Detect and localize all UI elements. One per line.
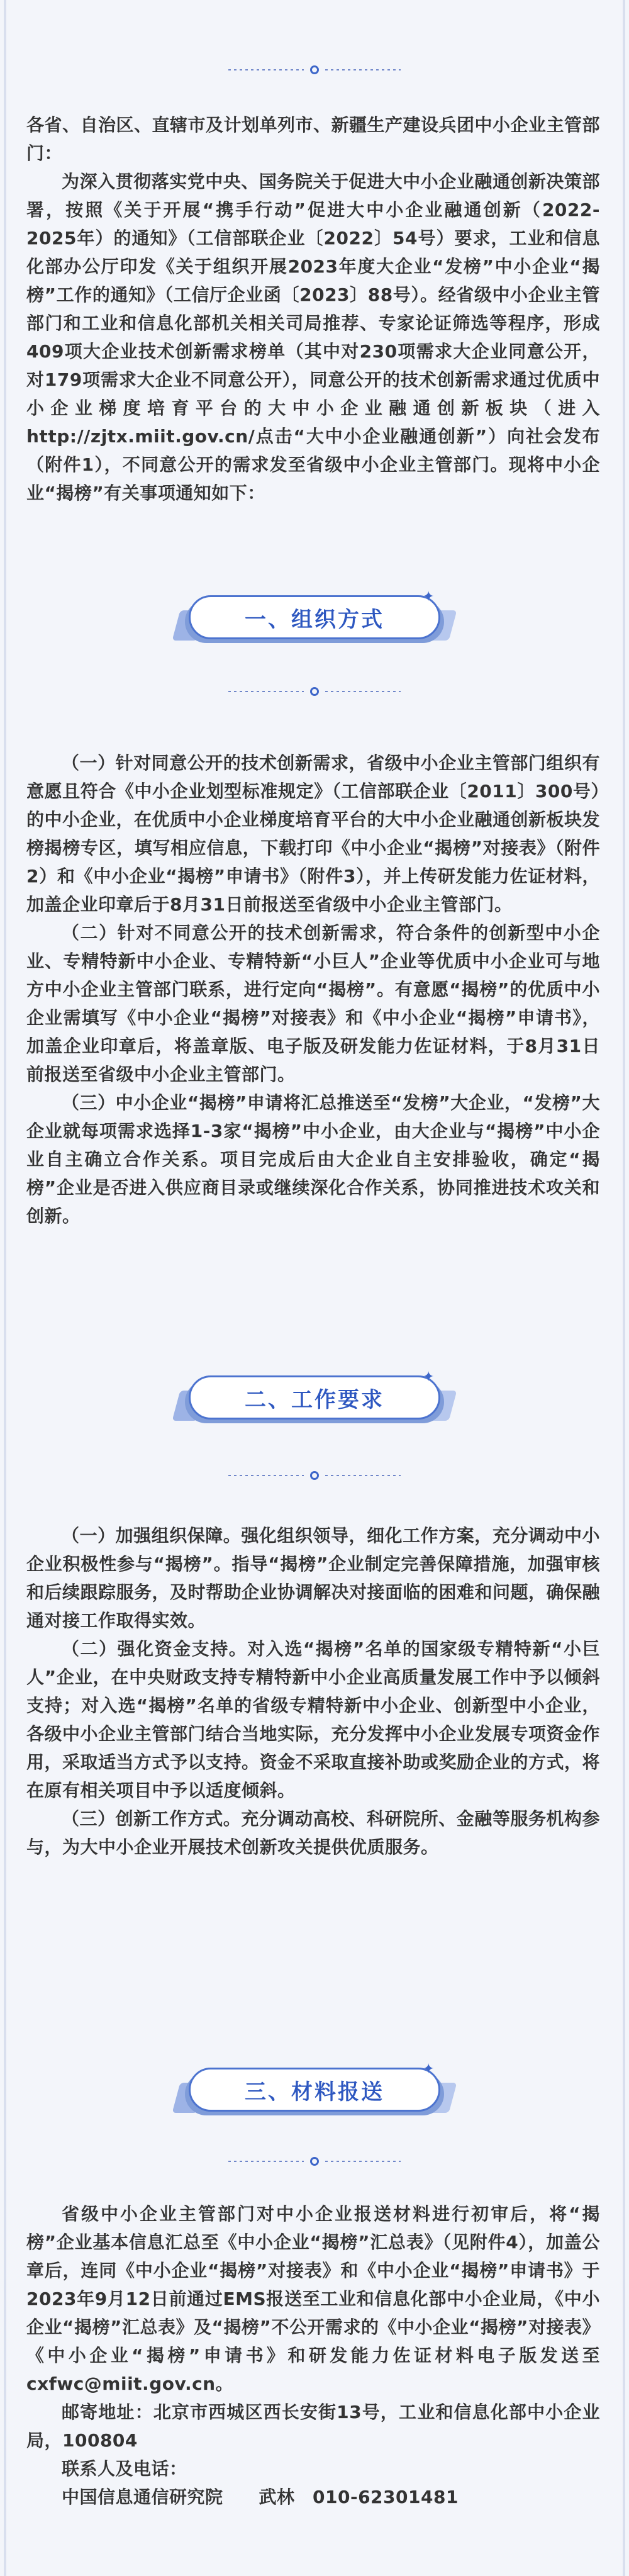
section-2-body — [26, 1521, 600, 1861]
sparkle-icon: ✦ — [423, 589, 435, 605]
right-border — [623, 0, 625, 2576]
sparkle-icon: ✦ — [423, 1369, 435, 1385]
intro-paragraph: 为深入贯彻落实党中央、国务院关于促进大中小企业融通创新决策部署，按照《关于开展“携手行动”促进大中小企业融通创新（2022-2025年）的通知》（工信部联企业〔2022〕54号）要求，工业和信息化部办公厅印发《关于组织开展2023年度大企业“发榜”中小企业“揭榜”工作的通知》（工信厅企业函〔2023〕88号）。经省级中小企业主管部门和工业和信息化部机关相关司局推荐、专家论证筛选等程序，形成409项大企业技术创新需求榜单（其中对230项需求大企业同意公开，对179项需求大企业不同意公开），同意公开的技术创新需求通过优质中小企业梯度培育平台的大中小企业融通创新板块（进入http://zjtx.miit.gov.cn/点击“大中小企业融通创新”）向社会发布（附件1），不同意公开的需求发至省级中小企业主管部门。现将中小企业“揭榜”有关事项通知如下： — [26, 171, 600, 503]
section-1-paragraph-3: （三）中小企业“揭榜”申请将汇总推送至“发榜”大企业，“发榜”大企业就每项需求选择1-3家“揭榜”中小企业，由大企业与“揭榜”中小企业自主确立合作关系。项目完成后由大企业自主安排验收，确定“揭榜”企业是否进入供应商目录或继续深化合作关系，协同推进技术攻关和创新。 — [26, 1092, 600, 1226]
section-banner-3 — [176, 2061, 453, 2124]
ring-icon — [310, 2157, 319, 2166]
mailing-address: 邮寄地址：北京市西城区西长安街13号，工业和信息化部中小企业局，100804 — [26, 2402, 600, 2451]
section-title-1: 一、组织方式 — [189, 595, 440, 639]
section-banner-2 — [176, 1369, 453, 1432]
ring-icon — [310, 65, 319, 74]
section-2-paragraph-1: （一）加强组织保障。强化组织领导，细化工作方案，充分调动中小企业积极性参与“揭榜”。指导“揭榜”企业制定完善保障措施，加强审核和后续跟踪服务，及时帮助企业协调解决对接面临的困难和问题，确保融通对接工作取得实效。 — [26, 1525, 601, 1631]
section-2-paragraph-3: （三）创新工作方式。充分调动高校、科研院所、金融等服务机构参与，为大中小企业开展技术创新攻关提供优质服务。 — [26, 1808, 600, 1857]
section-banner-1 — [176, 591, 453, 652]
section-2-paragraph-2: （二）强化资金支持。对入选“揭榜”名单的国家级专精特新“小巨人”企业，在中央财政支持专精特新中小企业高质量发展工作中予以倾斜支持；对入选“揭榜”名单的省级专精特新中小企业、创新型中小企业，各级中小企业主管部门结合当地实际，充分发挥中小企业发展专项资金作用，采取适当方式予以支持。资金不采取直接补助或奖励企业的方式，将在原有相关项目中予以适度倾斜。 — [26, 1638, 601, 1801]
ring-icon — [310, 1471, 319, 1480]
top-divider — [0, 60, 629, 79]
ring-icon — [310, 687, 319, 696]
section-title-2: 二、工作要求 — [189, 1375, 440, 1420]
section-1-paragraph-2: （二）针对不同意公开的技术创新需求，符合条件的创新型中小企业、专精特新中小企业、专精特新“小巨人”企业等优质中小企业可与地方中小企业主管部门联系，进行定向“揭榜”。有意愿“揭榜”的优质中小企业需填写《中小企业“揭榜”对接表》和《中小企业“揭榜”申请书》，加盖企业印章后，将盖章版、电子版及研发能力佐证材料，于8月31日前报送至省级中小企业主管部门。 — [26, 922, 600, 1085]
section-1-paragraph-1: （一）针对同意公开的技术创新需求，省级中小企业主管部门组织有意愿且符合《中小企业划型标准规定》（工信部联企业〔2011〕300号）的中小企业，在优质中小企业梯度培育平台的大中小企业融通创新板块发榜揭榜专区，填写相应信息，下载打印《中小企业“揭榜”对接表》（附件2）和《中小企业“揭榜”申请书》（附件3），并上传研发能力佐证材料，加盖企业印章后于8月31日前报送至省级中小企业主管部门。 — [26, 753, 601, 915]
section-3-divider — [0, 2152, 629, 2171]
section-2-divider — [0, 1466, 629, 1485]
section-1-divider — [0, 682, 629, 701]
intro-block — [26, 111, 600, 507]
section-3-body — [26, 2200, 600, 2511]
contact-info: 中国信息通信研究院 武林 010-62301481 — [62, 2487, 459, 2507]
addressee: 各省、自治区、直辖市及计划单列市、新疆生产建设兵团中小企业主管部门： — [26, 115, 601, 164]
contact-label: 联系人及电话： — [62, 2458, 187, 2479]
sparkle-icon: ✦ — [423, 2061, 435, 2077]
section-title-3: 三、材料报送 — [189, 2068, 440, 2112]
section-1-body — [26, 749, 600, 1230]
section-3-paragraph-1: 省级中小企业主管部门对中小企业报送材料进行初审后，将“揭榜”企业基本信息汇总至《中小企业“揭榜”汇总表》（见附件4），加盖公章后，连同《中小企业“揭榜”对接表》和《中小企业“揭榜”申请书》于2023年9月12日前通过EMS报送至工业和信息化部中小企业局，《中小企业“揭榜”汇总表》及“揭榜”不公开需求的《中小企业“揭榜”对接表》《中小企业“揭榜”申请书》和研发能力佐证材料电子版发送至cxfwc@miit.gov.cn。 — [26, 2204, 600, 2394]
left-border — [4, 0, 6, 2576]
